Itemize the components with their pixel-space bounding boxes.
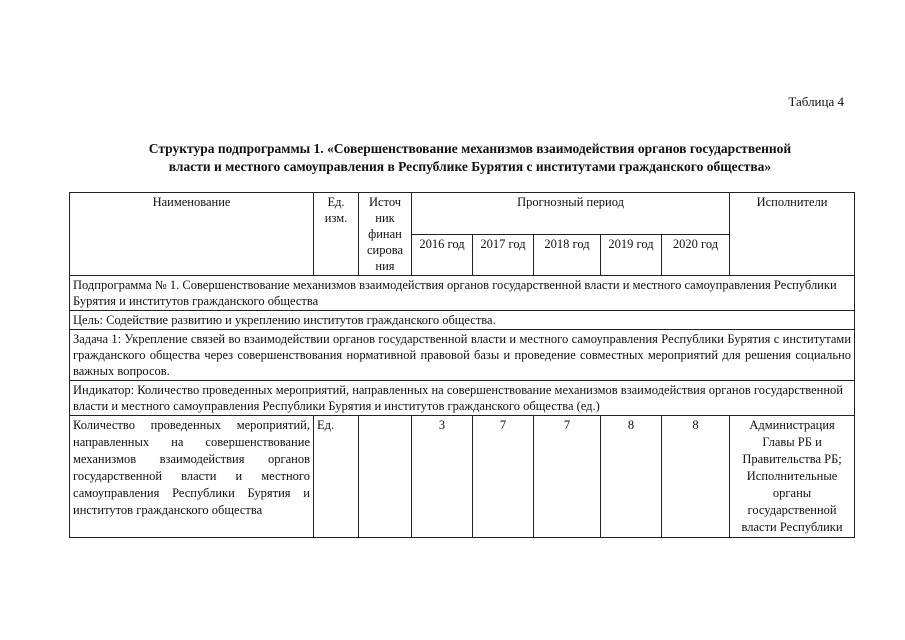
row-name: Количество проведенных мероприятий, направленных на совершенствование механизмов взаимодействия органов государственной власти и местного самоуправления Республики Бурятия и институтов гражданского общества	[70, 416, 314, 538]
header-year-2019: 2019 год	[601, 234, 662, 276]
subprogram-row	[70, 276, 855, 311]
goal-row	[70, 311, 855, 330]
task-text: Задача 1: Укрепление связей во взаимодействии органов государственной власти и местного самоуправления Республики Бурятия с институтами гражданского общества через совершенствования нормативной правовой базы и проведение совместных мероприятий для решения социально важных вопросов.	[70, 330, 855, 381]
subprogram-heading: Подпрограмма № 1. Совершенствование механизмов взаимодействия органов государственной власти и местного самоуправления Республики Бурятия и институтов гражданского общества	[70, 276, 855, 311]
header-row-1	[70, 193, 855, 235]
header-source: Источ ник финан сирова ния	[359, 193, 412, 276]
subprogram-structure-table	[69, 192, 855, 538]
document-title	[90, 140, 850, 176]
row-unit: Ед.	[314, 416, 359, 538]
header-year-2020: 2020 год	[662, 234, 730, 276]
data-row	[70, 416, 855, 538]
header-year-2017: 2017 год	[473, 234, 534, 276]
table-number: Таблица 4	[788, 94, 844, 109]
row-value-2018: 7	[534, 416, 601, 538]
row-value-2019: 8	[601, 416, 662, 538]
header-year-2016: 2016 год	[412, 234, 473, 276]
row-value-2016: 3	[412, 416, 473, 538]
indicator-text: Индикатор: Количество проведенных мероприятий, направленных на совершенствование механизмов взаимодействия органов государственной власти и местного самоуправления Республики Бурятия и институтов гражданского общества (ед.)	[70, 381, 855, 416]
title-line-2: власти и местного самоуправления в Республике Бурятия с институтами гражданского общества»	[168, 159, 772, 174]
title-line-1: Структура подпрограммы 1. «Совершенствование механизмов взаимодействия органов государственной	[148, 141, 792, 156]
header-year-2018: 2018 год	[534, 234, 601, 276]
row-executors: Администрация Главы РБ и Правительства РБ; Исполнительные органы государственной власти Республики	[730, 416, 855, 538]
goal-text: Цель: Содействие развитию и укреплению институтов гражданского общества.	[70, 311, 855, 330]
header-name: Наименование	[70, 193, 314, 276]
row-value-2017: 7	[473, 416, 534, 538]
indicator-row	[70, 381, 855, 416]
row-source	[359, 416, 412, 538]
header-forecast-period: Прогнозный период	[412, 193, 730, 235]
header-executors: Исполнители	[730, 193, 855, 276]
task-row	[70, 330, 855, 381]
header-unit: Ед. изм.	[314, 193, 359, 276]
row-value-2020: 8	[662, 416, 730, 538]
